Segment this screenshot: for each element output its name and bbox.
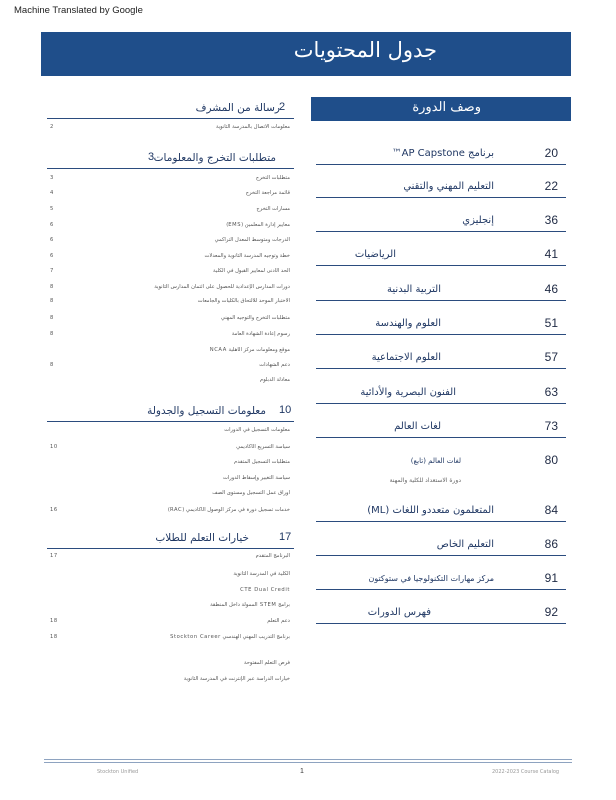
toc-entry-label: المتعلمون متعددو اللغات (ML): [367, 505, 494, 516]
subentry-label: خيارات الدراسة عبر الإنترنت في المدرسة الثانوية: [183, 676, 290, 682]
toc-entry-label: الرياضيات: [354, 249, 396, 260]
toc-entry-page: 92: [544, 605, 558, 619]
footer-district: Stockton Unified: [97, 769, 139, 775]
toc-subentry[interactable]: [50, 331, 290, 340]
course-description-header: [311, 97, 571, 121]
toc-entry-label: التعليم الخاص: [436, 539, 494, 550]
subentry-label: برامج STEM الممولة داخل المنطقة: [210, 602, 290, 608]
toc-subentry[interactable]: [50, 660, 290, 669]
section-header-learning-options[interactable]: [47, 531, 294, 549]
toc-entry-multilingual[interactable]: [316, 502, 566, 522]
toc-subentry[interactable]: [50, 490, 290, 499]
toc-subentry[interactable]: [50, 315, 290, 324]
subentry-label: البرنامج المتقدم: [255, 553, 290, 559]
toc-subentry[interactable]: [50, 175, 290, 184]
subentry-label: الكلية في المدرسة الثانوية: [233, 571, 290, 577]
subentry-page: 7: [50, 268, 54, 274]
toc-entry-math[interactable]: [316, 246, 566, 266]
toc-entry-page: 46: [544, 282, 558, 296]
subentry-page: 10: [50, 444, 58, 450]
subentry-label: معادلة الدبلوم: [260, 377, 290, 383]
toc-entry-page: 63: [544, 385, 558, 399]
section-header-graduation-requirements[interactable]: [47, 151, 294, 169]
toc-entry-page: 80: [544, 453, 558, 467]
toc-entry-english[interactable]: [316, 212, 566, 232]
subentry-page: 8: [50, 315, 54, 321]
section-page: 3: [148, 151, 155, 163]
subentry-label: دعم الشهادات: [259, 362, 290, 368]
footer-divider: [44, 759, 572, 760]
toc-entry-label: العلوم والهندسة: [375, 318, 441, 329]
toc-entry-special-education[interactable]: [316, 536, 566, 556]
toc-subentry[interactable]: [50, 571, 290, 580]
subentry-label: موقع ومعلومات مركز الأهلية NCAA: [209, 347, 290, 353]
toc-entry-page: 51: [544, 316, 558, 330]
section-title: متطلبات التخرج والمعلومات: [153, 152, 276, 164]
subentry-page: 5: [50, 206, 54, 212]
subentry-label: معلومات الاتصال بالمدرسة الثانوية: [215, 124, 290, 130]
subentry-label: فرص التعلم المفتوحة: [243, 660, 290, 666]
subentry-label: خدمات تسجيل دورة في مركز الوصول الأكاديمي (RAC): [167, 507, 290, 513]
toc-entry-page: 57: [544, 350, 558, 364]
subentry-label: CTE Dual Credit: [240, 587, 290, 593]
toc-entry-page: 41: [544, 247, 558, 261]
subentry-label: معايير إدارة المعلمين (EMS): [226, 222, 290, 228]
toc-entry-pe[interactable]: [316, 281, 566, 301]
toc-entry-science[interactable]: [316, 315, 566, 335]
subentry-label: متطلبات التخرج والتوجيه المهني: [220, 315, 290, 321]
section-page: 2: [279, 101, 286, 113]
page-title: جدول المحتويات: [293, 38, 437, 62]
subentry-page: 2: [50, 124, 54, 130]
subentry-page: 17: [50, 553, 58, 559]
toc-entry-world-languages[interactable]: [316, 418, 566, 438]
toc-entry-page: 20: [544, 146, 558, 160]
section-page: 10: [279, 404, 292, 416]
page-number: 1: [300, 768, 304, 775]
toc-entry-page: 86: [544, 537, 558, 551]
toc-subentry[interactable]: [50, 190, 290, 199]
section-header-superintendent-message[interactable]: [47, 101, 294, 119]
toc-entry-page: 91: [544, 571, 558, 585]
section-title: معلومات التسجيل والجدولة: [147, 405, 266, 417]
toc-subentry[interactable]: [50, 475, 290, 484]
toc-entry-label: برنامج AP Capstone™: [391, 148, 494, 159]
toc-entry-social-studies[interactable]: [316, 349, 566, 369]
subentry-label: دعم التعلم: [267, 618, 290, 624]
subentry-page: 8: [50, 362, 54, 368]
subentry-label: سياسة التغيير وإسقاط الدورات: [222, 475, 290, 481]
title-banner: [41, 32, 571, 76]
subentry-label: برنامج التدريب المهني الهندسي Stockton Career: [170, 634, 290, 640]
toc-subentry[interactable]: [50, 507, 290, 516]
subentry-page: 6: [50, 253, 54, 259]
subentry-label: أوراق عمل التسجيل ومستوى الصف: [212, 490, 290, 496]
toc-entry-tech-skills-center[interactable]: [316, 570, 566, 590]
section-title: رسالة من المشرف: [195, 102, 280, 114]
machine-translation-banner: Machine Translated by Google: [14, 5, 143, 16]
subentry-page: 6: [50, 237, 54, 243]
toc-subentry[interactable]: [50, 222, 290, 231]
toc-subentry[interactable]: [50, 587, 290, 596]
subentry-label: دورات المدارس الإعدادية للحصول على ائتمان المدارس الثانوية: [154, 284, 290, 290]
subentry-page: 18: [50, 634, 58, 640]
footer-divider: [44, 762, 572, 763]
toc-entry-label: لغات العالم: [394, 421, 441, 432]
subentry-label: قائمة مراجعة التخرج: [245, 190, 290, 196]
toc-subentry[interactable]: [50, 268, 290, 277]
section-page: 17: [279, 531, 292, 543]
toc-entry-page: 84: [544, 503, 558, 517]
subentry-label: معلومات التسجيل في الدورات: [224, 427, 290, 433]
subentry-page: 16: [50, 507, 58, 513]
subentry-label: متطلبات التسجيل المتقدم: [234, 459, 290, 465]
course-description-title: وصف الدورة: [412, 100, 481, 115]
subentry-label: رسوم إعادة الشهادة العامة: [231, 331, 290, 337]
toc-subentry[interactable]: [50, 253, 290, 262]
toc-subentry[interactable]: [50, 634, 290, 650]
toc-entry-cte[interactable]: [316, 178, 566, 198]
toc-entry-page: 36: [544, 213, 558, 227]
subentry-label: خطة وتوجيه المدرسة الثانوية والمعدلات: [204, 253, 290, 259]
toc-entry-label: التعليم المهني والتقني: [403, 181, 494, 192]
toc-entry-label: لغات العالم (تابع): [410, 457, 461, 465]
toc-entry-arts[interactable]: [316, 384, 566, 404]
toc-subentry[interactable]: [50, 602, 290, 611]
subentry-label: سياسة التسريع الأكاديمي: [236, 444, 290, 450]
section-title: خيارات التعلم للطلاب: [155, 532, 249, 544]
toc-subentry[interactable]: [50, 676, 290, 685]
toc-subentry[interactable]: [50, 459, 290, 468]
section-header-registration[interactable]: [47, 404, 294, 422]
subentry-page: 18: [50, 618, 58, 624]
toc-subentry[interactable]: [50, 347, 290, 356]
subentry-page: 4: [50, 190, 54, 196]
toc-subentry[interactable]: [50, 362, 290, 371]
subentry-page: 3: [50, 175, 54, 181]
toc-subentry[interactable]: [50, 427, 290, 436]
toc-entry-ap-capstone[interactable]: [316, 145, 566, 165]
toc-subentry[interactable]: [50, 444, 290, 453]
subentry-label: متطلبات التخرج: [255, 175, 290, 181]
toc-entry-label: فهرس الدورات: [367, 607, 431, 618]
subentry-label: الحد الأدنى لمعايير القبول في الكلية: [213, 268, 290, 274]
subentry-page: 8: [50, 331, 54, 337]
toc-entry-sublabel: دورة الاستعداد للكلية والمهنة: [389, 477, 461, 484]
toc-subentry[interactable]: [50, 377, 290, 386]
toc-entry-label: مركز مهارات التكنولوجيا في ستوكتون: [368, 574, 494, 583]
toc-entry-label: العلوم الاجتماعية: [371, 352, 441, 363]
subentry-label: الدرجات ومتوسط المعدل التراكمي: [214, 237, 290, 243]
toc-entry-page: 73: [544, 419, 558, 433]
subentry-page: 8: [50, 284, 54, 290]
toc-entry-label: التربية البدنية: [387, 284, 441, 295]
toc-entry-world-languages-cont[interactable]: [316, 452, 566, 484]
subentry-label: مسارات التخرج: [256, 206, 290, 212]
toc-subentry[interactable]: [50, 284, 290, 293]
toc-subentry[interactable]: [50, 206, 290, 215]
toc-entry-label: الفنون البصرية والأدائية: [360, 387, 456, 398]
toc-entry-label: إنجليزي: [462, 215, 494, 226]
toc-subentry[interactable]: [50, 553, 290, 562]
toc-entry-page: 22: [544, 179, 558, 193]
toc-subentry[interactable]: [50, 298, 290, 307]
subentry-page: 6: [50, 222, 54, 228]
subentry-label: الاختبار الموحد للالتحاق بالكليات والجامعات: [197, 298, 290, 304]
toc-entry-course-index[interactable]: [316, 604, 566, 624]
toc-subentry[interactable]: [50, 124, 290, 133]
footer-catalog-year: 2022-2023 Course Catalog: [492, 769, 560, 775]
toc-subentry[interactable]: [50, 618, 290, 627]
subentry-page: 8: [50, 298, 54, 304]
toc-subentry[interactable]: [50, 237, 290, 246]
